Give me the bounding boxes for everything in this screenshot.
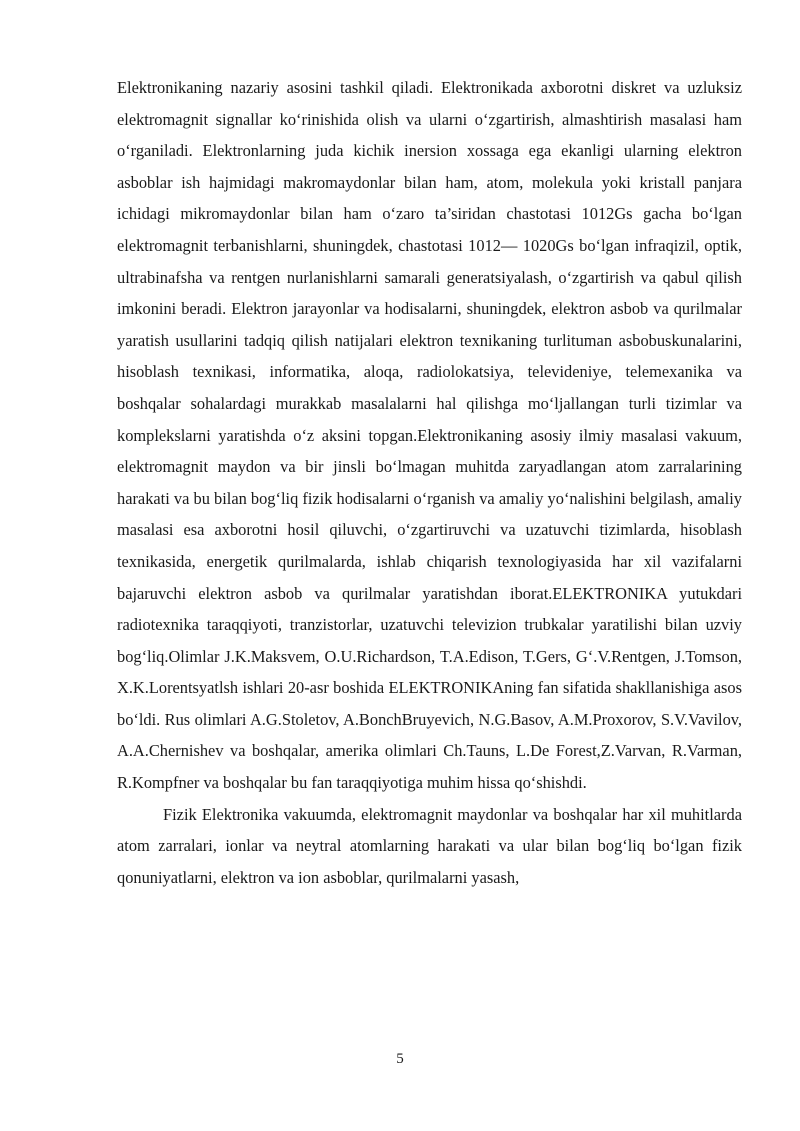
page-number: 5	[396, 1051, 404, 1067]
document-body	[117, 72, 742, 893]
paragraph-physical-electronics: Fizik Elektronika vakuumda, elektromagnit maydonlar va boshqalar har xil muhitlarda atom zarralari, ionlar va neytral atomlarning harakati va ular bilan bog‘liq bo‘lgan fizik qonuniyatlarni, elektron va ion asboblar, qurilmalarni yasash,	[117, 804, 742, 887]
paragraph-electronics-theory: Elektronikaning nazariy asosini tashkil qiladi. Elektronikada axborotni diskret va uzluksiz elektromagnit signallar ko‘rinishida olish va ularni o‘zgartirish, almashtirish masalasi ham o‘rganiladi. Elektronlarning juda kichik inersion xossaga ega ekanligi ularning elektron asboblar ish hajmidagi makromaydonlar bilan ham, atom, molekula yoki kristall panjara ichidagi mikromaydonlar bilan ham o‘zaro ta’siridan chastotasi 1012Gs gacha bo‘lgan elektromagnit terbanishlarni, shuningdek, chastotasi 1012— 1020Gs bo‘lgan infraqizil, optik, ultrabinafsha va rentgen nurlanishlarni samarali generatsiyalash, o‘zgartirish va qabul qilish imkonini beradi. Elektron jarayonlar va hodisalarni, shuningdek, elektron asbob va qurilmalar yaratish usullarini tadqiq qilish natijalari elektron texnikaning turlituman asbobuskunalarini, hisoblash texnikasi, informatika, aloqa, radiolokatsiya, televideniye, telemexanika va boshqalar sohalardagi murakkab masalalarni hal qilishga mo‘ljallangan turli tizimlar va komplekslarni yaratishda o‘z aksini topgan.Elektronikaning asosiy ilmiy masalasi vakuum, elektromagnit maydon va bir jinsli bo‘lmagan muhitda zaryadlangan atom zarralarining harakati va bu bilan bog‘liq fizik hodisalarni o‘rganish va amaliy yo‘nalishini belgilash, amaliy masalasi esa axborotni hosil qiluvchi, o‘zgartiruvchi va uzatuvchi tizimlarda, hisoblash texnikasida, energetik qurilmalarda, ishlab chiqarish texnologiyasida har xil vazifalarni bajaruvchi elektron asbob va qurilmalar yaratishdan iborat.ELEKTRONIKA yutukdari radiotexnika taraqqiyoti, tranzistorlar, uzatuvchi televizion trubkalar yaratilishi bilan uzviy bog‘liq.Olimlar J.K.Maksvem, O.U.Richardson, T.A.Edison, T.Gers, G‘.V.Rentgen, J.Tomson, X.K.Lorentsyatlsh ishlari 20-asr boshida ELEKTRONIKAning fan sifatida shakllanishiga asos bo‘ldi. Rus olimlari A.G.Stoletov, A.BonchBruyevich, N.G.Basov, A.M.Proxorov, S.V.Vavilov, A.A.Chernishev va boshqalar, amerika olimlari Ch.Tauns, L.De Forest,Z.Varvan, R.Varman, R.Kompfner va boshqalar bu fan taraqqiyotiga muhim hissa qo‘shishdi.	[117, 78, 742, 793]
